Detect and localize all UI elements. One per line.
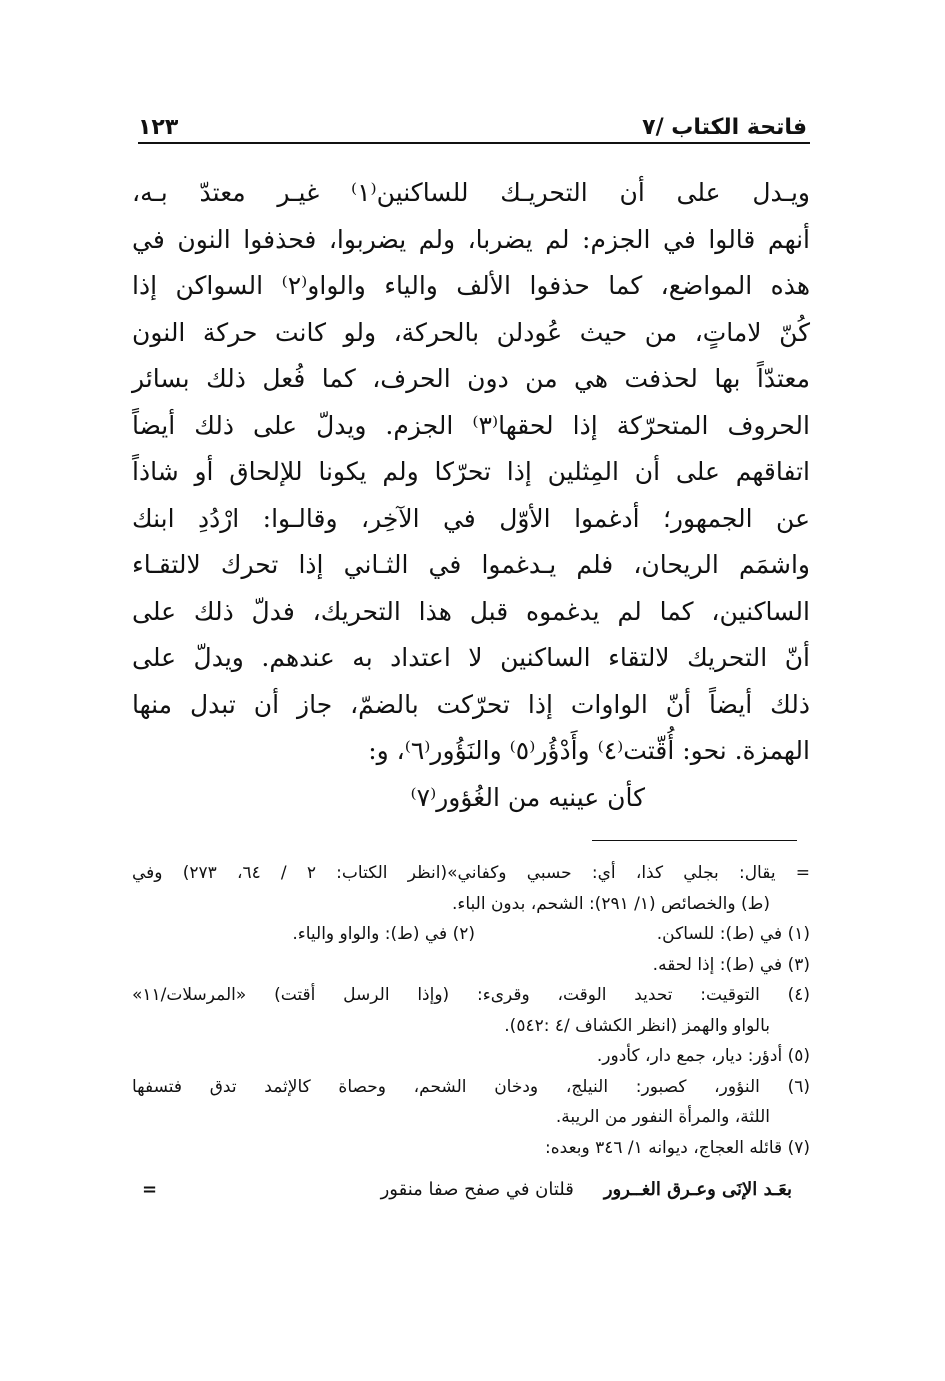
verse-hemistich-2: قلتان في صفح صفا منقور <box>380 1178 574 1200</box>
footnote-4: (٤) التوقيت: تحديد الوقت، وقرىء: (وإذا الرسل أقتت) «المرسلات/١١» <box>132 985 810 1005</box>
footnote-6: (٦) النؤور، كصبور: النيلج، ودخان الشحم، وحصاة كالإثمد تدق فتسفها <box>132 1076 810 1097</box>
footnote-1: (١) في (ط): للساكن. <box>656 924 810 944</box>
footnote-verse <box>132 1173 810 1207</box>
verse-hemistich-1: بعَـد الإنَى وعـرق الغــرور <box>603 1178 792 1200</box>
footnotes <box>132 858 810 1207</box>
text-line: ذلك أيضاً أنّ الواوات إذا تحرّكت بالضمّ، جاز أن تبدل منها <box>132 689 810 719</box>
text-line: أنّ التحريك لالتقاء الساكنين لا اعتداد به عندهم. ويدلّ على <box>132 643 810 672</box>
footnote-5: (٥) أدؤر: ديار، جمع دار، كأدور. <box>596 1046 810 1066</box>
running-title: فاتحة الكتاب /٧ <box>642 115 807 140</box>
text-line: معتدّاً بها لحذفت هي من دون الحرف، كما فُعل ذلك بسائر <box>132 364 810 393</box>
main-text <box>132 170 810 821</box>
text-line: هذه المواضع، كما حذفوا الألف والياء والواو⁽٢⁾ السواكن إذا <box>132 271 811 300</box>
continuation-marker: = <box>142 1178 158 1200</box>
page-header <box>138 100 807 140</box>
text-line: واشمَم الريحان، فلم يـدغموا في الثـاني إذا تحرك لالتقـاء <box>132 550 810 579</box>
footnote-pair <box>132 919 810 950</box>
footnote-separator <box>592 840 797 841</box>
footnote-4-continued: بالواو والهمز (انظر الكشاف /٤ :٥٤٢). <box>504 1015 770 1036</box>
footnote-continuation: = يقال: بجلي كذا، أي: حسبي وكفاني»(انظر الكتاب: ٢ / ٦٤، ٢٧٣) وفي <box>132 863 811 883</box>
text-line: الساكنين، كما لم يدغموه قبل هذا التحريك، فدلّ ذلك على <box>132 596 810 626</box>
text-line: ويـدل على أن التحريـك للساكنين⁽١⁾ غيـر معتدّ بـه، <box>132 178 810 207</box>
footnote-2: (٢) في (ط): والواو والياء. <box>292 924 475 944</box>
quoted-verse: كأن عينيه من الغُؤور⁽٧⁾ <box>410 782 645 812</box>
footnote-6-continued: اللثة، والمرأة النفور من الريبة. <box>555 1107 770 1127</box>
footnote-7: (٧) قائله العجاج، ديوانه ١/ ٣٤٦ وبعده: <box>545 1137 810 1158</box>
text-line: عن الجمهور؛ أدغموا الأوّل في الآخِر، وقالـوا: ارْدُدِ ابنك <box>132 503 810 533</box>
text-line: كُنّ لاماتٍ، من حيث عُودلن بالحركة، ولو كانت حركة النون <box>132 317 810 347</box>
footnote-continuation: (ط) والخصائص (١/ ٢٩١): الشحم، بدون الباء. <box>451 893 770 914</box>
text-line: الهمزة. نحو: أُقّتت⁽٤⁾ وأَدْؤُر⁽٥⁾ والنَؤُور⁽٦⁾، و: <box>368 736 810 765</box>
text-line: اتفاقهم على أن المِثلين إذا تحرّكا ولم يكونا للإلحاق أو شاذاً <box>132 457 810 486</box>
text-line: الحروف المتحرّكة إذا لحقها⁽٣⁾ الجزم. ويدلّ على ذلك أيضاً <box>132 410 810 440</box>
header-rule <box>138 142 810 144</box>
text-line: أنهم قالوا في الجزم: لم يضربا، ولم يضربوا، فحذفوا النون في <box>132 224 810 254</box>
footnote-3: (٣) في (ط): إذا لحقه. <box>652 954 810 975</box>
page-number: ١٢٣ <box>138 115 179 140</box>
